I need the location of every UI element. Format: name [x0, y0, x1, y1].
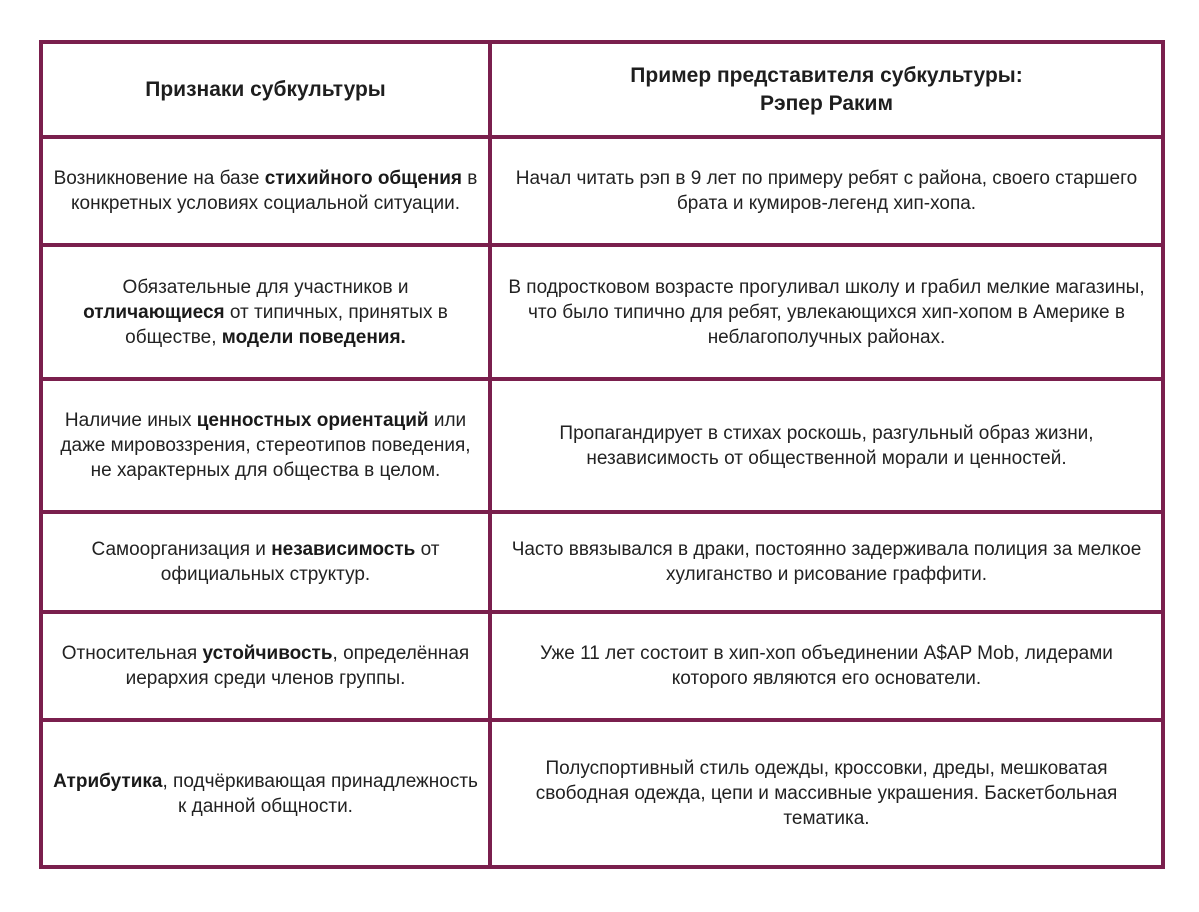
header-example-line2: Рэпер Раким [760, 91, 893, 115]
example-text: Начал читать рэп в 9 лет по примеру ребят с района, своего старшего брата и кумиров-легенд хип-хопа. [515, 168, 1138, 214]
sign-emphasis: устойчивость [202, 643, 333, 664]
header-signs-label: Признаки субкультуры [145, 77, 386, 101]
sign-text: от типичных, принятых в обществе, [125, 301, 448, 348]
example-cell [490, 612, 1163, 720]
sign-text: Наличие иных [64, 410, 197, 431]
table-row [41, 612, 1163, 720]
example-cell [490, 379, 1163, 512]
example-cell [490, 137, 1163, 245]
example-cell [490, 512, 1163, 612]
sign-emphasis: отличающиеся [83, 301, 225, 323]
sign-text: Относительная [61, 643, 203, 664]
header-signs [41, 42, 490, 137]
sign-text: Обязательные для участников и [122, 276, 409, 298]
example-text: Полуспортивный стиль одежды, кроссовки, дреды, мешковатая свободная одежда, цепи и массивные украшения. Баскетбольная тематика. [535, 758, 1118, 829]
sign-emphasis: ценностных ориентаций [196, 410, 429, 431]
example-text: В подростковом возрасте прогуливал школу и грабил мелкие магазины, что было типично для ребят, увлекающихся хип-хопом в Америке в неблагополучных районах. [508, 276, 1145, 348]
sign-text: от официальных структур. [160, 539, 440, 585]
table-header-row [41, 42, 1163, 137]
sign-text: Самоорганизация и [91, 539, 272, 560]
example-text: Часто ввязывался в драки, постоянно задерживала полиция за мелкое хулиганство и рисование граффити. [511, 539, 1142, 585]
sign-cell [41, 379, 490, 512]
subculture-comparison-table [39, 40, 1165, 869]
example-cell [490, 720, 1163, 867]
sign-cell [41, 612, 490, 720]
table-row [41, 720, 1163, 867]
sign-cell [41, 512, 490, 612]
sign-text: Возникновение на базе [53, 168, 265, 189]
sign-text: в конкретных условиях социальной ситуации. [70, 168, 478, 214]
sign-cell [41, 720, 490, 867]
header-example [490, 42, 1163, 137]
table-row [41, 245, 1163, 379]
example-cell [490, 245, 1163, 379]
header-example-line1: Пример представителя субкультуры: [630, 63, 1023, 87]
sign-emphasis: модели поведения. [221, 326, 406, 348]
sign-cell [41, 245, 490, 379]
sign-text: , определённая иерархия среди членов группы. [125, 643, 470, 689]
table-row [41, 512, 1163, 612]
sign-cell [41, 137, 490, 245]
table-row [41, 137, 1163, 245]
subculture-table-container [39, 40, 1161, 865]
table-row [41, 379, 1163, 512]
sign-emphasis: Атрибутика [53, 770, 163, 792]
sign-emphasis: стихийного общения [264, 168, 463, 189]
sign-text: или даже мировоззрения, стереотипов поведения, не характерных для общества в целом. [60, 410, 471, 481]
example-text: Уже 11 лет состоит в хип-хоп объединении A$AP Mob, лидерами которого являются его основатели. [540, 643, 1113, 689]
sign-emphasis: независимость [271, 539, 416, 560]
sign-text: , подчёркивающая принадлежность к данной общности. [162, 770, 478, 817]
example-text: Пропагандирует в стихах роскошь, разгульный образ жизни, независимость от общественной морали и ценностей. [559, 422, 1094, 469]
